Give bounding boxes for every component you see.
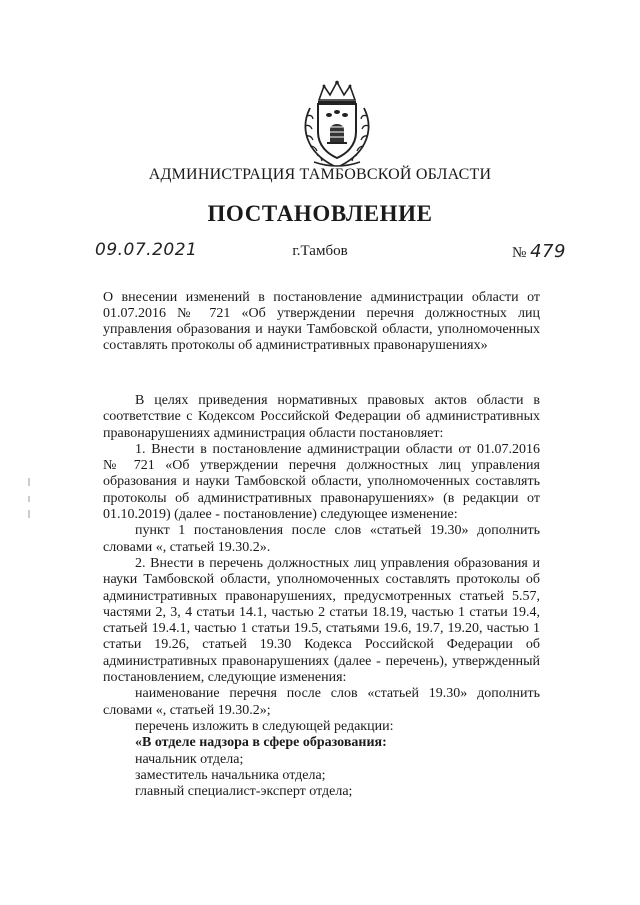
item-2-paragraph: 2. Внести в перечень должностных лиц управления образования и науки Тамбовской области, уполномоченных составлять протоколы об административных правонарушениях, предусмотренных статьей 5.57, частями 2, 3, 4 статьи 14.1, частью 2 статьи 18.19, частью 1 статьи 19.4, статьей 19.4.1, частью 1 статьи 19.5, статьями 19.6, 19.7, 19.20, частью 1 статьи 19.26, статьей 19.30 Кодекса Российской Федерации об административных правонарушениях (далее - перечень), утвержденный постановлением, следующие изменения: xyxy=(103,555,540,686)
item-2-change-2-paragraph: перечень изложить в следующей редакции: xyxy=(135,718,394,734)
item-2-change-1-paragraph: наименование перечня после слов «статьей 19.30» дополнить словами «, статьей 19.30.2»; xyxy=(103,686,540,718)
document-body xyxy=(103,393,540,800)
list-item: главный специалист-эксперт отдела; xyxy=(135,784,353,800)
document-type: ПОСТАНОВЛЕНИЕ xyxy=(207,201,433,226)
section-heading: «В отделе надзора в сфере образования: xyxy=(135,735,387,751)
item-1-paragraph: 1. Внести в постановление администрации области от 01.07.2016 № 721 «Об утверждении перечня должностных лиц управления образования и науки Тамбовской области, уполномоченных составлять протоколы об административных правонарушениях» (в редакции от 01.10.2019) (далее - постановление) следующее изменение: xyxy=(103,441,540,523)
list-item: начальник отдела; xyxy=(135,751,244,767)
item-1-change-paragraph: пункт 1 постановления после слов «статьей 19.30» дополнить словами «, статьей 19.30.2». xyxy=(103,523,540,555)
margin-mark-icon xyxy=(26,478,32,518)
document-date: 09.07.2021 xyxy=(95,240,198,260)
document-title: О внесении изменений в постановление администрации области от 01.07.2016 № 721 «Об утверждении перечня должностных лиц управления образования и науки Тамбовской области, уполномоченных составлять протоколы об административных правонарушениях» xyxy=(103,290,540,353)
number-prefix: № xyxy=(512,245,527,261)
document-city: г.Тамбов xyxy=(292,243,348,259)
preamble-paragraph: В целях приведения нормативных правовых актов области в соответствие с Кодексом Российской Федерации об административных правонарушениях администрация области постановляет: xyxy=(103,393,540,441)
issuing-authority: АДМИНИСТРАЦИЯ ТАМБОВСКОЙ ОБЛАСТИ xyxy=(148,166,492,183)
list-item: заместитель начальника отдела; xyxy=(135,767,326,783)
document-number xyxy=(512,241,566,262)
tambov-coat-of-arms-icon xyxy=(296,80,378,168)
number-value: 479 xyxy=(530,241,566,262)
